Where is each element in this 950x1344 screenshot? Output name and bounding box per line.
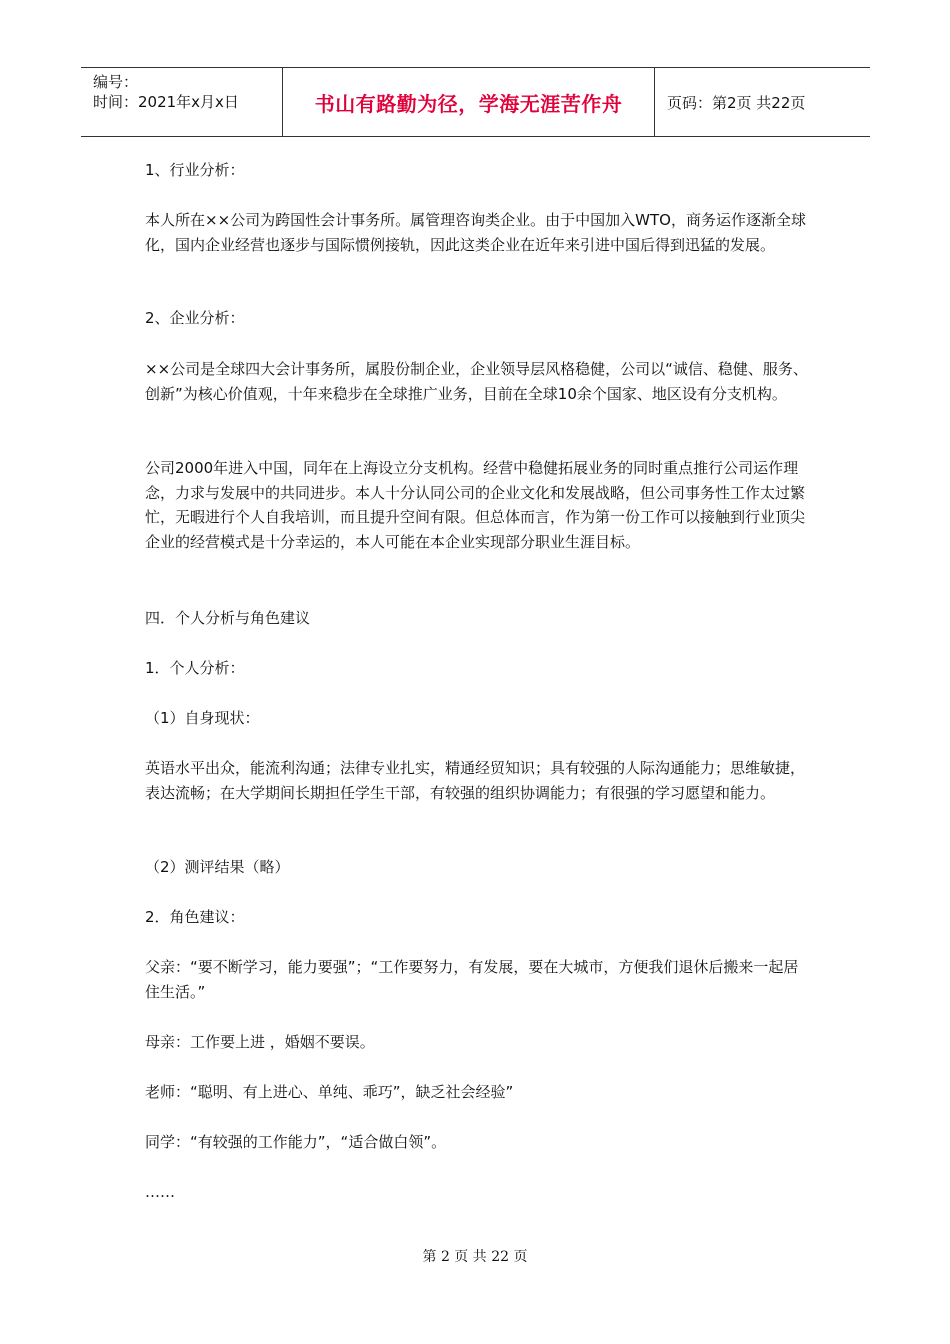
ellipsis: …… (145, 1183, 175, 1201)
advice-father: 父亲：“要不断学习，能力要强”；“工作要努力，有发展，要在大城市，方便我们退休后搬来一起居住生活。” (145, 958, 799, 1001)
advice-mother: 母亲：工作要上进 ，婚姻不要误。 (145, 1033, 375, 1051)
page-footer: 第 2 页 共 22 页 (422, 1249, 528, 1265)
header-meta (81, 68, 282, 136)
page-header (81, 67, 870, 137)
advice-classmate: 同学：“有较强的工作能力”，“适合做白领”。 (145, 1133, 447, 1151)
heading-industry-analysis: 1、行业分析： (145, 161, 245, 179)
date-line: 时间：2021年x月x日 (93, 93, 239, 111)
header-page-info: 页码：第2页 共22页 (667, 93, 806, 112)
paragraph-industry: 本人所在××公司为跨国性会计事务所。属管理咨询类企业。由于中国加入WTO，商务运作逐渐全球化，国内企业经营也逐步与国际惯例接轨，因此这类企业在近年来引进中国后得到迅猛的发展。 (145, 211, 806, 254)
heading-personal-analysis: 1．个人分析： (145, 659, 245, 677)
section-heading-personal: 四．个人分析与角色建议 (145, 609, 311, 627)
heading-company-analysis: 2、企业分析： (145, 309, 245, 327)
serial-label: 编号： (93, 73, 139, 91)
header-motto: 书山有路勤为径，学海无涯苦作舟 (282, 68, 655, 136)
heading-role-advice: 2．角色建议： (145, 908, 245, 926)
paragraph-company-history: 公司2000年进入中国，同年在上海设立分支机构。经营中稳健拓展业务的同时重点推行公司运作理念，力求与发展中的共同进步。本人十分认同公司的企业文化和发展战略，但公司事务性工作太过繁忙，无暇进行个人自我培训，而且提升空间有限。但总体而言，作为第一份工作可以接触到行业顶尖企业的经营模式是十分幸运的，本人可能在本企业实现部分职业生涯目标。 (145, 459, 806, 551)
paragraph-company: ××公司是全球四大会计事务所，属股份制企业，企业领导层风格稳健，公司以“诚信、稳健、服务、创新”为核心价值观，十年来稳步在全球推广业务，目前在全球10余个国家、地区设有分支机构。 (145, 360, 808, 403)
heading-assessment: （2）测评结果（略） (145, 858, 290, 876)
paragraph-self-status: 英语水平出众，能流利沟通；法律专业扎实，精通经贸知识；具有较强的人际沟通能力；思维敏捷，表达流畅；在大学期间长期担任学生干部，有较强的组织协调能力；有很强的学习愿望和能力。 (145, 759, 806, 802)
heading-self-status: （1）自身现状： (145, 709, 260, 727)
advice-teacher: 老师：“聪明、有上进心、单纯、乖巧”，缺乏社会经验” (145, 1083, 514, 1101)
